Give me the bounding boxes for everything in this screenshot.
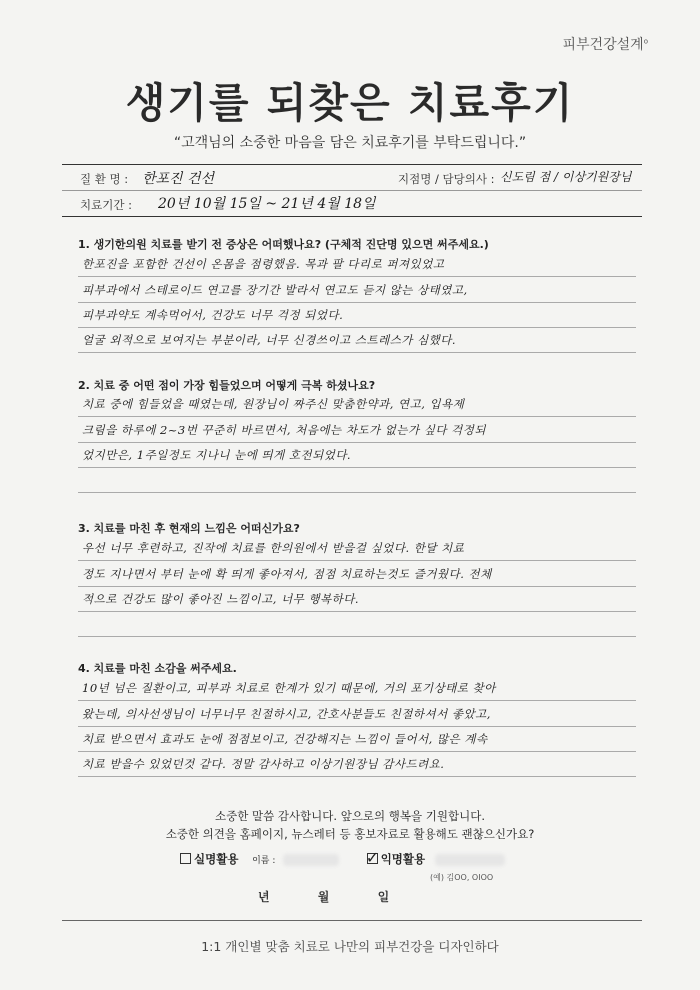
anonymous-label: 익명활용 xyxy=(380,852,426,866)
redacted-signature xyxy=(435,854,505,866)
trademark-mark: o xyxy=(643,37,648,46)
disease-label: 질 환 명 : xyxy=(80,172,129,186)
brand-name: 피부건강설계 xyxy=(562,37,644,53)
date-day: 일 xyxy=(377,890,390,904)
period-value: 20년 10월 15일 ~ 21년 4월 18일 xyxy=(158,196,376,212)
question-1: 1. 생기한의원 치료를 받기 전 증상은 어떠했나요? (구체적 진단명 있으면 써주세요.) xyxy=(78,238,489,251)
check-mark-icon: ✓ xyxy=(365,848,380,867)
ruled-line xyxy=(78,586,636,587)
ruled-line xyxy=(78,327,636,328)
answer-3-box xyxy=(78,536,636,640)
answer-line: 우선 너무 후련하고, 진작에 치료를 한의원에서 받을걸 싶었다. 한달 치료 xyxy=(82,541,465,555)
real-name-label: 실명활용 xyxy=(194,852,239,866)
answer-line: 치료 받으면서 효과도 눈에 점점보이고, 건강해지는 느낌이 들어서, 많은 계속 xyxy=(82,732,488,746)
question-3: 3. 치료를 마친 후 현재의 느낌은 어떠신가요? xyxy=(78,522,300,535)
answer-line: 정도 지나면서 부터 눈에 확 띄게 좋아져서, 점점 치료하는것도 즐거웠다. 전체 xyxy=(82,567,492,581)
footer-rule xyxy=(62,920,642,921)
question-2: 2. 치료 중 어떤 점이 가장 힘들었으며 어떻게 극복 하셨나요? xyxy=(78,379,376,392)
ruled-line xyxy=(78,416,636,417)
brand-logo xyxy=(563,34,648,54)
ruled-line xyxy=(78,636,636,637)
ruled-line xyxy=(78,467,636,468)
date-year: 년 xyxy=(258,890,270,904)
period-label: 치료기간 : xyxy=(80,198,132,212)
ruled-line xyxy=(78,726,636,727)
disease-value: 한포진 건선 xyxy=(142,171,215,187)
thanks-line-1: 소중한 말씀 감사합니다. 앞으로의 행복을 기원합니다. xyxy=(215,809,485,823)
thanks-line-2: 소중한 의견을 홈페이지, 뉴스레터 등 홍보자료로 활용해도 괜찮으신가요? xyxy=(165,827,535,841)
ruled-line xyxy=(78,442,636,443)
answer-line: 피부과약도 계속먹어서, 건강도 너무 걱정 되었다. xyxy=(82,308,344,322)
answer-2-box xyxy=(78,392,636,496)
ruled-line xyxy=(78,776,636,777)
date-line xyxy=(258,888,389,905)
answer-line: 치료 받을수 있었던것 같다. 정말 감사하고 이상기원장님 감사드려요. xyxy=(82,757,445,771)
ruled-line xyxy=(78,352,636,353)
name-example: (예) 김OO, OIOO xyxy=(430,873,494,882)
date-month: 월 xyxy=(317,890,330,904)
question-4: 4. 치료를 마친 소감을 써주세요. xyxy=(78,662,237,675)
ruled-line xyxy=(78,611,636,612)
info-top-rule xyxy=(62,164,642,165)
real-name-checkbox[interactable] xyxy=(180,853,191,864)
branch-value: 신도림 점 / 이상기원장님 xyxy=(500,170,632,184)
ruled-line xyxy=(78,700,636,701)
name-label: 이름 : xyxy=(252,856,276,866)
answer-line: 적으로 건강도 많이 좋아진 느낌이고, 너무 행복하다. xyxy=(82,592,360,606)
answer-line: 한포진을 포함한 건선이 온몸을 점령했음. 목과 팔 다리로 퍼져있었고 xyxy=(82,257,445,271)
ruled-line xyxy=(78,751,636,752)
info-mid-rule xyxy=(62,190,642,191)
answer-line: 었지만은, 1주일정도 지나니 눈에 띄게 호전되었다. xyxy=(82,448,352,462)
branch-label: 지점명 / 담당의사 : xyxy=(398,172,495,186)
answer-line: 크림을 하루에 2~3번 꾸준히 바르면서, 처음에는 차도가 없는가 싶다 걱정되 xyxy=(82,423,486,437)
answer-1-box xyxy=(78,252,636,356)
page-title: 생기를 되찾은 치료후기 xyxy=(125,79,575,127)
redacted-name xyxy=(283,854,339,866)
answer-4-box xyxy=(78,676,636,780)
ruled-line xyxy=(78,276,636,277)
page-subtitle: “고객님의 소중한 마음을 담은 치료후기를 부탁드립니다.” xyxy=(173,135,527,151)
footer-tagline: 1:1 개인별 맞춤 치료로 나만의 피부건강을 디자인하다 xyxy=(201,939,499,954)
consent-options xyxy=(180,848,505,867)
answer-line: 10년 넘은 질환이고, 피부과 치료로 한계가 있기 때문에, 거의 포기상태로 찾아 xyxy=(82,681,496,695)
ruled-line xyxy=(78,302,636,303)
info-bottom-rule xyxy=(62,216,642,217)
anonymous-checkbox[interactable] xyxy=(365,848,380,867)
answer-line: 치료 중에 힘들었을 때였는데, 원장님이 짜주신 맞춤한약과, 연고, 입욕제 xyxy=(82,397,465,411)
answer-line: 피부과에서 스테로이드 연고를 장기간 발라서 연고도 듣지 않는 상태였고, xyxy=(82,283,468,297)
answer-line: 왔는데, 의사선생님이 너무너무 친절하시고, 간호사분들도 친절하셔서 좋았고, xyxy=(82,707,491,721)
answer-line: 얼굴 외적으로 보여지는 부분이라, 너무 신경쓰이고 스트레스가 심했다. xyxy=(82,333,457,347)
ruled-line xyxy=(78,560,636,561)
ruled-line xyxy=(78,492,636,493)
